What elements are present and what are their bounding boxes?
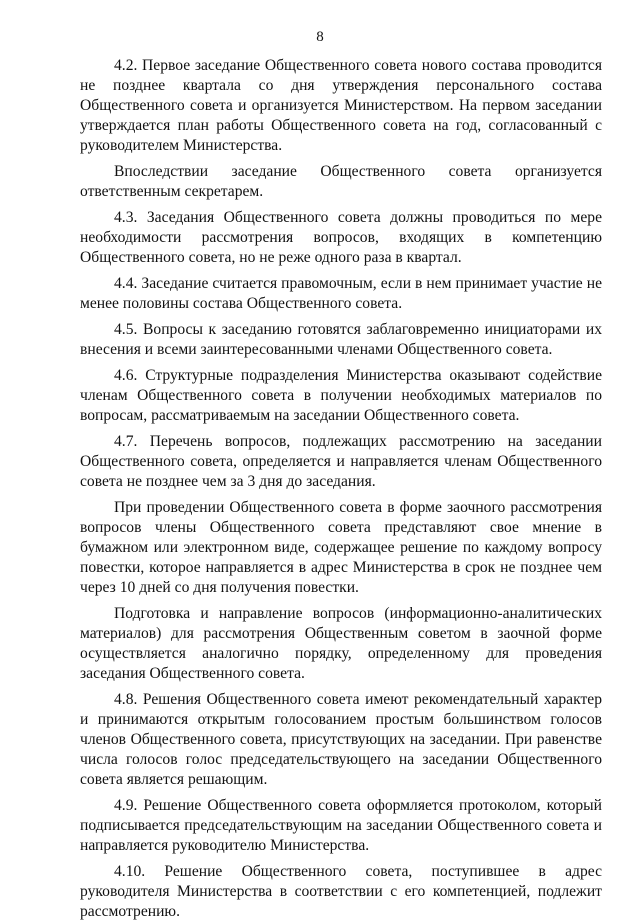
page-number: 8 (316, 29, 324, 45)
paragraph-4-2: 4.2. Первое заседание Общественного совета нового состава проводится не позднее квартала со дня утверждения персонального состава Общественного совета и организуется Министерством. На первом заседании утверждается план работы Общественного совета на год, согласованный с руководителем Министерства. (80, 57, 602, 154)
paragraph-4-6: 4.6. Структурные подразделения Министерства оказывают содействие членам Общественного совета в получении необходимых материалов по вопросам, рассматриваемым на заседании Общественного совета. (80, 367, 602, 424)
paragraph-4-7-absentee-materials: Подготовка и направление вопросов (информационно-аналитических материалов) для рассмотрения Общественным советом в заочной форме осуществляется аналогично порядку, определенному для проведения заседания Общественного совета. (80, 605, 602, 682)
document-body (80, 56, 602, 922)
paragraph-4-3: 4.3. Заседания Общественного совета должны проводиться по мере необходимости рассмотрения вопросов, входящих в компетенцию Общественного совета, но не реже одного раза в квартал. (80, 209, 602, 266)
paragraph-4-7: 4.7. Перечень вопросов, подлежащих рассмотрению на заседании Общественного совета, определяется и направляется членам Общественного совета не позднее чем за 3 дня до заседания. (80, 433, 602, 490)
paragraph-4-7-absentee-procedure: При проведении Общественного совета в форме заочного рассмотрения вопросов члены Общественного совета представляют свое мнение в бумажном или электронном виде, содержащее решение по каждому вопросу повестки, которое направляется в адрес Министерства в срок не позднее чем через 10 дней со дня получения повестки. (80, 499, 602, 596)
paragraph-4-4: 4.4. Заседание считается правомочным, если в нем принимает участие не менее половины состава Общественного совета. (80, 275, 602, 312)
paragraph-4-9: 4.9. Решение Общественного совета оформляется протоколом, который подписывается председательствующим на заседании Общественного совета и направляется руководителю Министерства. (80, 797, 602, 854)
paragraph-4-5: 4.5. Вопросы к заседанию готовятся заблаговременно инициаторами их внесения и всеми заинтересованными членами Общественного совета. (80, 321, 602, 358)
paragraph-4-2-continuation: Впоследствии заседание Общественного совета организуется ответственным секретарем. (80, 163, 602, 200)
paragraph-4-8: 4.8. Решения Общественного совета имеют рекомендательный характер и принимаются открытым голосованием простым большинством голосов членов Общественного совета, присутствующих на заседании. При равенстве числа голосов голос председательствующего на заседании Общественного совета является решающим. (80, 691, 602, 788)
paragraph-4-10: 4.10. Решение Общественного совета, поступившее в адрес руководителя Министерства в соответствии с его компетенцией, подлежит рассмотрению. (80, 863, 602, 920)
